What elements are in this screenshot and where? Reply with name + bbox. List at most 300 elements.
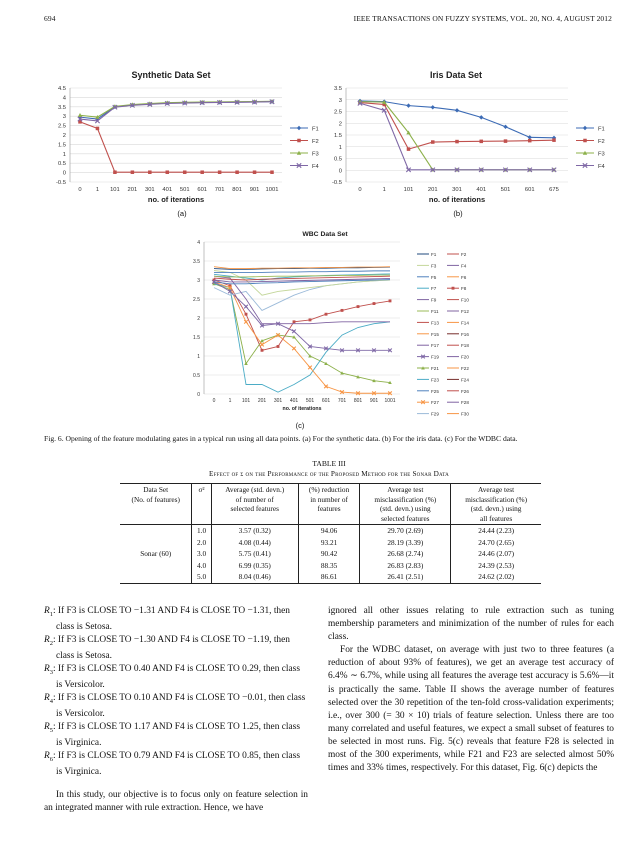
table-header-line: selected features [230, 504, 279, 513]
series-line [80, 122, 272, 172]
table-cell: 24.70 (2.65) [478, 537, 515, 547]
legend-label: F27 [431, 400, 439, 406]
y-tick-label: 4 [62, 95, 66, 102]
legend-label: F4 [312, 164, 319, 170]
subfigure-label: (a) [177, 209, 187, 218]
legend-item [417, 332, 439, 337]
x-tick-label: 1001 [384, 398, 396, 404]
legend-item [417, 275, 437, 280]
chart-title: WBC Data Set [302, 231, 348, 238]
data-point [503, 125, 507, 129]
legend-label: F26 [461, 388, 469, 394]
data-point [244, 320, 248, 324]
legend-item [447, 366, 469, 371]
rule-text: : If F3 is CLOSE TO 1.17 AND F4 is CLOSE TO 1.25, then class is Virginica. [52, 722, 300, 749]
data-point [292, 347, 296, 351]
table-header-cell [192, 484, 211, 525]
data-point [183, 170, 187, 174]
legend-item [417, 320, 439, 325]
data-point [431, 140, 435, 144]
y-tick-label: 1 [338, 144, 342, 151]
legend-item [417, 377, 439, 382]
y-tick-label: 0.5 [57, 161, 66, 168]
rule-index: 5 [49, 727, 53, 735]
table-header-line: Average test [387, 485, 424, 494]
legend-label: F3 [431, 263, 437, 269]
data-point [293, 320, 296, 323]
data-point [455, 140, 459, 144]
rule-item [44, 634, 308, 663]
table-cell-dataset: Sonar (60) [120, 548, 192, 560]
x-axis-label: no. of iterations [147, 195, 205, 204]
x-tick-label: 201 [257, 398, 267, 404]
legend-item [447, 355, 469, 360]
x-tick-label: 801 [232, 187, 242, 193]
rule-text: : If F3 is CLOSE TO 0.40 AND F4 is CLOSE TO 0.29, then class is Versicolor. [52, 664, 300, 691]
table-row [120, 525, 541, 537]
table-cell: 90.42 [298, 548, 360, 560]
table-header-line: (std. devn.) using [470, 504, 522, 513]
legend-label: F17 [431, 343, 439, 349]
table-cell: 5.0 [192, 571, 211, 583]
x-axis-label: no. of iterations [428, 195, 486, 204]
legend-item [447, 389, 469, 394]
y-tick-label: 0.5 [193, 373, 200, 379]
table-cell-dataset [120, 571, 192, 583]
y-tick-label: 0 [197, 392, 200, 398]
legend-label: F15 [431, 331, 439, 337]
table-cell: 24.44 (2.23) [451, 525, 541, 537]
table-header-line: Data Set [143, 485, 169, 494]
rule-index: 2 [49, 639, 53, 647]
x-tick-label: 1 [382, 187, 386, 193]
legend-item [447, 298, 469, 303]
x-tick-label: 1 [95, 187, 100, 193]
series-f2 [78, 120, 274, 174]
legend-item [447, 275, 467, 280]
table-cell: 28.19 (3.39) [360, 537, 451, 549]
legend-item [576, 163, 606, 170]
x-tick-label: 601 [321, 398, 331, 404]
chart-title: Iris Data Set [429, 70, 483, 80]
rule-text: : If F3 is CLOSE TO 0.10 AND F4 is CLOSE TO −0.01, then class is Versicolor. [52, 693, 306, 720]
x-tick-label: 101 [241, 398, 251, 404]
rule-text: : If F3 is CLOSE TO −1.31 AND F4 is CLOSE TO −1.31, then class is Setosa. [52, 606, 290, 632]
legend-label: F25 [431, 388, 439, 394]
data-point [431, 105, 435, 109]
rule-label: R [44, 606, 50, 616]
legend-label: F22 [461, 366, 469, 371]
legend-item [290, 163, 320, 170]
y-tick-label: 2.5 [333, 109, 342, 116]
x-tick-label: 0 [78, 187, 82, 193]
legend-label: F9 [431, 297, 437, 303]
journal-name: IEEE TRANSACTIONS ON FUZZY SYSTEMS, VOL. 20, NO. 4, AUGUST 2012 [353, 14, 612, 23]
results-table [120, 483, 541, 584]
table-header-row [120, 484, 541, 525]
series-line [80, 102, 272, 121]
table-header-cell [298, 484, 360, 525]
y-tick-label: 2.5 [57, 123, 66, 130]
data-point [583, 126, 587, 130]
data-point [552, 138, 556, 142]
table-label: TABLE III [312, 459, 346, 468]
x-tick-label: 1001 [265, 187, 279, 193]
table-cell: 24.46 (2.07) [478, 549, 515, 558]
table-cell: 4.0 [192, 560, 211, 572]
data-point [244, 305, 248, 309]
data-point [309, 318, 312, 321]
data-point [479, 140, 483, 144]
data-point [455, 108, 459, 112]
legend-label: F2 [461, 252, 467, 257]
rule-label: R [44, 635, 50, 646]
x-tick-label: 901 [249, 187, 260, 193]
table-cell: 2.0 [192, 537, 211, 549]
table-row [120, 571, 541, 583]
y-tick-label: 4 [197, 240, 200, 246]
y-tick-label: -0.5 [332, 180, 342, 186]
legend-item [417, 252, 437, 257]
table-cell: 24.39 (2.53) [478, 560, 515, 570]
y-tick-label: 1.5 [193, 335, 200, 341]
legend-item [417, 343, 439, 348]
table-header-line: (std. devn.) using [379, 504, 431, 513]
legend-item [417, 286, 437, 291]
table-header-line: σ² [198, 485, 205, 494]
y-tick-label: 2 [338, 121, 342, 128]
y-tick-label: 0 [338, 168, 342, 175]
table-header-line: (No. of features) [131, 494, 180, 504]
table-cell: 26.41 (2.51) [360, 571, 451, 583]
subfigure-label: (c) [295, 421, 305, 430]
x-tick-label: 101 [403, 187, 414, 193]
table-row [120, 537, 541, 549]
table-title-block [44, 459, 614, 479]
right-paragraph-1: ignored all other issues relating to rule extraction such as tuning membership parameters and minimization of the number of rules for each class. [328, 606, 614, 643]
y-tick-label: 3.5 [193, 259, 200, 265]
series-line [214, 271, 390, 273]
table-cell: 8.04 (0.46) [211, 571, 298, 583]
data-point [297, 126, 301, 130]
legend-item [417, 366, 439, 371]
table-title: Effect of σ on the Performance of the Proposed Method for the Sonar Data [209, 470, 449, 478]
legend-label: F2 [312, 139, 319, 145]
table-cell: 24.62 (2.02) [451, 571, 541, 583]
y-tick-label: -0.5 [56, 180, 66, 186]
x-tick-label: 701 [337, 398, 347, 404]
x-tick-label: 0 [212, 398, 216, 404]
legend-label: F3 [598, 151, 605, 158]
rule-index: 6 [49, 756, 53, 764]
data-point [131, 170, 135, 174]
legend-item [576, 126, 605, 133]
legend-label: F16 [461, 331, 469, 337]
rule-index: 1 [49, 610, 53, 618]
data-point [583, 139, 587, 143]
y-tick-label: 0 [62, 170, 66, 177]
x-tick-label: 901 [369, 398, 379, 404]
x-tick-label: 401 [162, 187, 173, 193]
data-point [407, 147, 411, 151]
y-tick-label: 1.5 [57, 142, 66, 149]
legend-label: F28 [461, 400, 469, 406]
data-point [406, 103, 410, 107]
y-tick-label: 3 [338, 97, 342, 104]
y-tick-label: 4.5 [57, 86, 66, 92]
legend-item [447, 377, 469, 382]
y-tick-label: 3 [197, 278, 200, 284]
x-tick-label: 701 [214, 187, 225, 193]
y-tick-label: 2.5 [193, 297, 200, 303]
rule-label: R [44, 664, 50, 675]
legend-label: F10 [461, 297, 469, 303]
table-header-line: misclassification (%) [465, 494, 528, 504]
legend-label: F19 [431, 354, 439, 360]
chart-wbc [170, 224, 470, 431]
legend-label: F18 [461, 343, 469, 349]
series-f27 [212, 280, 392, 395]
x-tick-label: 201 [427, 187, 438, 193]
x-tick-label: 675 [549, 187, 559, 193]
table-header-cell [360, 484, 451, 525]
legend-item [417, 389, 439, 394]
data-point [341, 309, 344, 312]
right-column [328, 605, 614, 775]
x-tick-label: 401 [476, 187, 487, 193]
x-tick-label: 301 [273, 398, 283, 404]
series-line [360, 101, 554, 138]
legend-label: F1 [598, 126, 605, 133]
legend-item [417, 412, 439, 417]
legend-label: F6 [461, 274, 467, 280]
table-cell: 3.57 (0.32) [211, 525, 298, 537]
data-point [277, 345, 280, 348]
series-line [214, 284, 390, 383]
table-cell-dataset [120, 537, 192, 549]
table-header-line: misclassification (%) [374, 494, 437, 504]
legend-label: F1 [312, 126, 319, 133]
legend-item [447, 263, 467, 268]
legend-item [447, 320, 469, 325]
data-point [373, 302, 376, 305]
table-cell: 5.75 (0.41) [211, 548, 298, 560]
rule-label: R [44, 722, 50, 733]
data-point [452, 287, 455, 290]
table-header-line: features [317, 504, 341, 513]
legend-item [447, 332, 469, 337]
table-header-cell [451, 484, 541, 525]
legend-label: F5 [431, 274, 437, 280]
data-point [245, 313, 248, 316]
table-header-line: of number of [235, 494, 274, 504]
legend-item [417, 355, 439, 360]
table-header-cell [120, 484, 192, 525]
data-point [270, 170, 274, 174]
x-tick-label: 501 [179, 187, 190, 193]
legend-label: F3 [312, 151, 319, 158]
x-tick-label: 301 [144, 187, 155, 193]
data-point [113, 170, 117, 174]
x-tick-label: 801 [353, 398, 363, 404]
page-number: 694 [44, 14, 56, 23]
legend-label: F2 [598, 139, 605, 145]
legend-item [576, 151, 605, 158]
table-header-line: in number of [310, 494, 348, 504]
x-tick-label: 401 [289, 398, 299, 404]
y-tick-label: 0.5 [333, 156, 342, 163]
table-cell: 26.68 (2.74) [360, 548, 451, 560]
data-point [260, 343, 264, 347]
legend-label: F20 [461, 354, 469, 360]
data-point [166, 170, 170, 174]
rule-text: : If F3 is CLOSE TO −1.30 AND F4 is CLOSE TO −1.19, then class is Setosa. [52, 635, 290, 662]
data-point [340, 371, 344, 374]
table-cell-dataset [120, 560, 192, 572]
data-point [200, 170, 204, 174]
legend-item [447, 343, 469, 348]
rule-index: 3 [49, 669, 53, 676]
data-point [235, 170, 239, 174]
y-tick-label: 3 [62, 114, 66, 121]
x-tick-label: 501 [500, 187, 511, 193]
data-point [253, 170, 257, 174]
x-tick-label: 0 [358, 187, 362, 193]
series-line [214, 276, 390, 324]
left-paragraph: In this study, our objective is to focus only on feature selection in an integrated manner with rule extraction. Hence, we have [44, 790, 308, 814]
data-point [389, 299, 392, 302]
legend-label: F1 [431, 252, 437, 257]
legend-item [290, 151, 319, 158]
chart-iris [326, 66, 616, 218]
x-tick-label: 301 [452, 187, 462, 193]
data-point [308, 366, 312, 370]
data-point [357, 305, 360, 308]
x-tick-label: 601 [524, 187, 535, 193]
table-cell: 4.08 (0.44) [211, 537, 298, 549]
table-row [120, 560, 541, 572]
data-point [292, 330, 296, 334]
legend-item [447, 252, 467, 257]
table-cell: 88.35 [298, 560, 360, 572]
legend-label: F11 [431, 309, 439, 314]
series-f8 [213, 279, 392, 352]
x-tick-label: 201 [127, 187, 138, 193]
y-tick-label: 2 [197, 316, 200, 322]
table-cell: 6.99 (0.35) [211, 560, 298, 572]
legend-item [417, 263, 437, 268]
y-tick-label: 3.5 [57, 104, 66, 111]
x-axis-label: no. of iterations [282, 406, 322, 412]
table-cell: 93.21 [298, 537, 360, 549]
data-point [261, 349, 264, 352]
legend-label: F7 [431, 286, 437, 292]
legend-item [447, 286, 467, 291]
table-cell: 29.70 (2.69) [360, 525, 451, 537]
y-tick-label: 2 [62, 133, 66, 139]
rule-index: 4 [49, 698, 53, 706]
x-tick-label: 1 [228, 398, 232, 404]
rule-item [44, 750, 308, 779]
y-tick-label: 1 [62, 151, 66, 158]
data-point [528, 139, 532, 143]
x-tick-label: 101 [110, 187, 120, 193]
table-cell: 1.0 [192, 525, 211, 537]
legend-item [447, 412, 469, 417]
legend-label: F23 [431, 377, 439, 383]
legend-label: F30 [461, 411, 469, 417]
legend-label: F13 [431, 320, 439, 326]
legend-item [290, 139, 319, 145]
legend-item [417, 309, 439, 314]
legend-label: F4 [461, 263, 467, 269]
table-cell: 94.06 [298, 525, 360, 537]
page-header [44, 14, 612, 26]
legend-label: F21 [431, 366, 439, 371]
data-point [148, 170, 152, 174]
legend-label: F8 [461, 286, 467, 292]
legend-item [417, 400, 439, 405]
legend-label: F4 [598, 164, 605, 170]
data-point [504, 139, 508, 143]
table-header-line: all features [480, 513, 513, 523]
chart-title: Synthetic Data Set [131, 70, 211, 80]
rule-text: : If F3 is CLOSE TO 0.79 AND F4 is CLOSE TO 0.85, then class is Virginica. [52, 751, 300, 778]
rule-item [44, 663, 308, 692]
legend-item [290, 126, 319, 133]
table-header-cell [211, 484, 298, 525]
rule-label: R [44, 751, 50, 762]
table-header-line: (%) reduction [308, 485, 350, 494]
table-header-line: Average test [478, 485, 515, 494]
table-row [120, 548, 541, 560]
legend-item [447, 400, 469, 405]
right-paragraph-2: For the WDBC dataset, on average with just two to three features (a reduction of about 93% of features), we get an average test accuracy of 6.4% ∼ 6.7%, while using all features the average test accuracy is 5.6%—it is practically the same. Table II shows the average number of features selected over the 30 repetition of the ten-fold cross-validation experiments; i.e., over 300 (= 30 × 10) trials of feature selection. Unless there are too many correlated and useful features, we expect a small subset of features to be selected in most runs. Fig. 5(c) reveals that feature F28 is selected in most of the 300 experiments, while F21 and F23 are selected almost 50% times and 33% times, respectively. For this dataset, Fig. 6(c) depicts the [328, 645, 614, 774]
left-column [44, 605, 308, 816]
series-f5 [214, 271, 390, 273]
data-point [479, 115, 483, 119]
rules-list [44, 605, 308, 779]
legend-label: F24 [461, 377, 469, 383]
data-point [325, 313, 328, 316]
table-cell: 26.83 (2.83) [360, 560, 451, 572]
legend-label: F29 [431, 411, 439, 417]
y-tick-label: 1 [197, 354, 200, 360]
table-cell-dataset [120, 525, 192, 537]
rule-item [44, 721, 308, 750]
rule-label: R [44, 693, 50, 704]
legend-item [576, 139, 605, 145]
series-f21 [212, 282, 392, 384]
rule-item [44, 692, 308, 721]
legend-item [447, 309, 469, 314]
data-point [218, 170, 222, 174]
subfigure-label: (b) [453, 209, 463, 218]
data-point [297, 139, 301, 143]
y-tick-label: 1.5 [333, 133, 342, 139]
table-cell: 3.0 [192, 548, 211, 560]
legend-label: F14 [461, 320, 469, 326]
rule-item [44, 605, 308, 634]
legend-item [417, 298, 437, 303]
x-tick-label: 601 [197, 187, 208, 193]
data-point [96, 127, 100, 131]
legend-label: F12 [461, 309, 469, 314]
y-tick-label: 3.5 [333, 86, 342, 92]
figure-caption: Fig. 6. Opening of the feature modulating gates in a typical run using all data points. (a) For the synthetic data. (b) For the iris data. (c) For the WDBC data. [44, 434, 518, 443]
x-tick-label: 501 [305, 398, 315, 404]
series-f9 [214, 276, 390, 324]
